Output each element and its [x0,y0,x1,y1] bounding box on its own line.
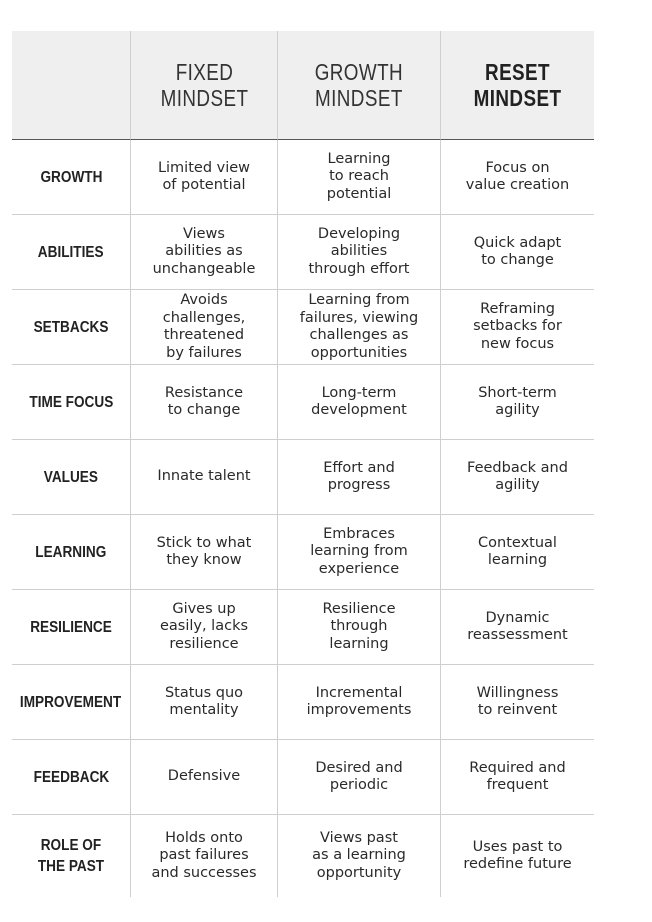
cell-growth-mindset [278,515,441,590]
cell-text: Incremental improvements [306,684,412,718]
cell-reset-mindset [441,365,594,440]
cell-text: Embraces learning from experience [310,525,408,577]
row-label-cell [12,740,131,815]
row-label: GROWTH [40,168,102,186]
cell-growth-mindset [278,740,441,815]
cell-reset-mindset [441,740,594,815]
header-empty-cell [12,31,131,140]
row-label: VALUES [43,468,99,486]
cell-text: Views past as a learning opportunity [312,829,406,881]
table-row [12,740,594,815]
cell-text: Stick to what they know [156,534,252,568]
table-row [12,440,594,515]
row-label: RESILIENCE [30,618,112,636]
cell-text: Avoids challenges, threatened by failures [162,292,246,361]
row-label-cell [12,140,131,215]
cell-text: Long-term development [311,384,407,418]
cell-text: Required and frequent [469,759,566,793]
cell-fixed-mindset [131,140,278,215]
row-label-cell [12,365,131,440]
column-header-fixed-mindset: FIXED MINDSET [160,59,248,111]
column-header-reset-mindset: RESET MINDSET [473,59,562,111]
cell-growth-mindset [278,665,441,740]
row-label: TIME FOCUS [29,393,113,411]
header-fixed-cell [131,31,278,140]
table-row [12,290,594,365]
cell-fixed-mindset [131,815,278,897]
cell-reset-mindset [441,140,594,215]
cell-text: Gives up easily, lacks resilience [159,600,249,652]
table-row [12,365,594,440]
cell-reset-mindset [441,590,594,665]
row-label: LEARNING [35,543,107,561]
cell-text: Innate talent [157,468,251,485]
cell-text: Short-term agility [478,384,557,418]
table-row [12,665,594,740]
table-row [12,215,594,290]
header-growth-cell [278,31,441,140]
cell-text: Learning from failures, viewing challenges as opportunities [299,292,419,361]
cell-reset-mindset [441,290,594,365]
cell-reset-mindset [441,440,594,515]
row-label-cell [12,815,131,897]
mindset-comparison-table [12,31,594,897]
column-header-growth-mindset: GROWTH MINDSET [314,59,404,111]
cell-text: Feedback and agility [467,459,568,493]
cell-growth-mindset [278,590,441,665]
row-label-cell [12,665,131,740]
table-row [12,140,594,215]
cell-text: Limited view of potential [157,159,251,193]
cell-text: Desired and periodic [315,759,403,793]
cell-text: Resistance to change [164,384,244,418]
cell-fixed-mindset [131,215,278,290]
cell-text: Developing abilities through effort [308,225,410,277]
cell-growth-mindset [278,140,441,215]
row-label: IMPROVEMENT [20,693,122,711]
row-label-cell [12,440,131,515]
cell-text: Resilience through learning [322,600,396,652]
cell-growth-mindset [278,440,441,515]
cell-reset-mindset [441,515,594,590]
row-label-cell [12,290,131,365]
cell-growth-mindset [278,365,441,440]
cell-text: Status quo mentality [164,684,244,718]
cell-growth-mindset [278,215,441,290]
cell-growth-mindset [278,290,441,365]
cell-text: Dynamic reassessment [467,609,568,643]
row-label: FEEDBACK [33,768,109,786]
cell-text: Learning to reach potential [326,150,392,202]
cell-fixed-mindset [131,590,278,665]
table-row [12,515,594,590]
row-label: SETBACKS [33,318,109,336]
table-row [12,815,594,897]
cell-reset-mindset [441,215,594,290]
cell-reset-mindset [441,665,594,740]
cell-text: Willingness to reinvent [476,684,559,718]
row-label-cell [12,215,131,290]
cell-text: Effort and progress [323,459,395,493]
cell-text: Views abilities as unchangeable [152,225,256,277]
cell-text: Focus on value creation [465,159,570,193]
table-header-row [12,31,594,140]
cell-fixed-mindset [131,740,278,815]
cell-fixed-mindset [131,515,278,590]
cell-text: Defensive [167,768,241,785]
cell-text: Reframing setbacks for new focus [473,300,562,352]
cell-growth-mindset [278,815,441,897]
cell-text: Holds onto past failures and successes [151,829,257,881]
cell-fixed-mindset [131,440,278,515]
cell-fixed-mindset [131,365,278,440]
row-label-cell [12,590,131,665]
row-label: ROLE OF THE PAST [37,837,105,875]
row-label: ABILITIES [38,243,104,261]
row-label-cell [12,515,131,590]
cell-fixed-mindset [131,290,278,365]
table-row [12,590,594,665]
cell-reset-mindset [441,815,594,897]
cell-text: Quick adapt to change [473,234,562,268]
cell-fixed-mindset [131,665,278,740]
table-body [12,140,594,897]
header-reset-cell [441,31,594,140]
cell-text: Uses past to redefine future [463,838,572,872]
cell-text: Contextual learning [478,534,557,568]
